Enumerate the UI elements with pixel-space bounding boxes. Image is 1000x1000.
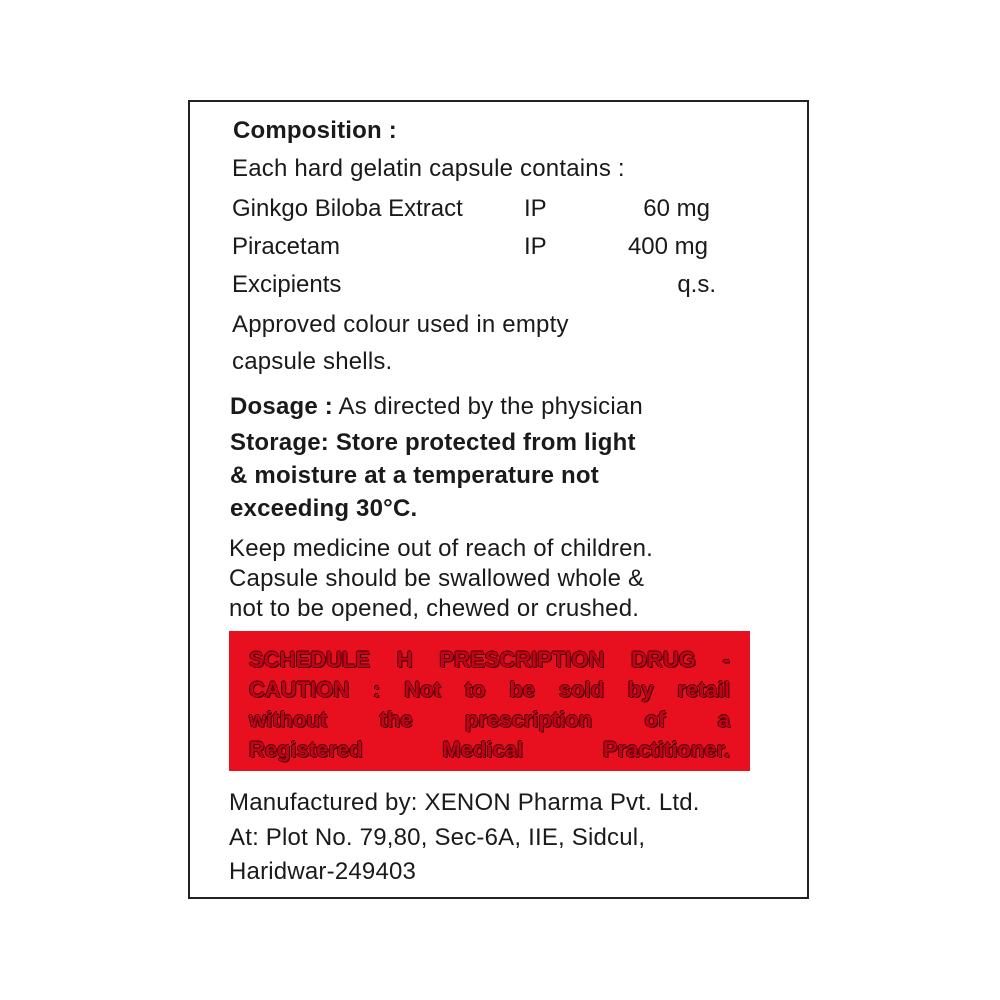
composition-intro: Each hard gelatin capsule contains : — [232, 155, 625, 182]
ingredient-standard: IP — [524, 195, 547, 222]
colour-note: Approved colour used in empty — [232, 311, 569, 338]
warning-line: Registered Medical Practitioner. — [249, 737, 730, 762]
dosage-line — [230, 393, 643, 421]
ingredient-row — [232, 233, 722, 261]
instruction-line: Capsule should be swallowed whole & — [229, 565, 645, 592]
warning-line: SCHEDULE H PRESCRIPTION DRUG - — [249, 647, 730, 672]
dosage-label: Dosage : — [230, 393, 333, 420]
manufacturer-address: Haridwar-249403 — [229, 858, 417, 885]
colour-note: capsule shells. — [232, 348, 393, 375]
ingredient-amount: q.s. — [677, 271, 716, 298]
warning-line: without the prescription of a — [249, 707, 730, 732]
ingredient-name: Piracetam — [232, 233, 341, 260]
ingredient-amount: 400 mg — [627, 233, 708, 260]
ingredient-row — [232, 271, 722, 299]
composition-heading: Composition : — [233, 117, 397, 144]
schedule-h-warning-box — [229, 631, 750, 771]
manufacturer-address: At: Plot No. 79,80, Sec-6A, IIE, Sidcul, — [229, 824, 646, 851]
storage-line: Storage: Store protected from light — [230, 429, 636, 456]
ingredient-row — [232, 195, 722, 223]
ingredient-amount: 60 mg — [643, 195, 710, 222]
warning-line: CAUTION : Not to be sold by retail — [249, 677, 730, 702]
dosage-text: As directed by the physician — [338, 393, 643, 420]
storage-line: exceeding 30°C. — [230, 495, 418, 522]
ingredient-name: Ginkgo Biloba Extract — [232, 195, 463, 222]
ingredient-standard: IP — [524, 233, 547, 260]
ingredient-name: Excipients — [232, 271, 342, 298]
storage-line: & moisture at a temperature not — [230, 462, 599, 489]
instruction-line: Keep medicine out of reach of children. — [229, 535, 654, 562]
manufacturer-line: Manufactured by: XENON Pharma Pvt. Ltd. — [229, 789, 700, 816]
instruction-line: not to be opened, chewed or crushed. — [229, 595, 640, 622]
